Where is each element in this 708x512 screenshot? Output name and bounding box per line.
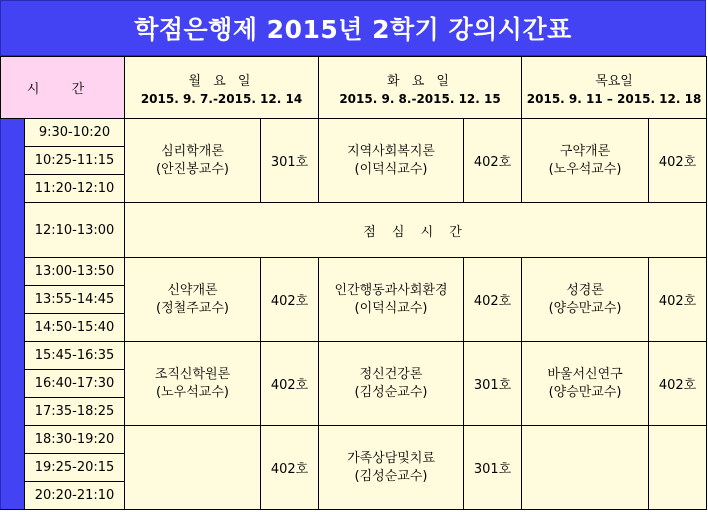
professor-name: (이덕식교수) (354, 161, 428, 177)
room-cell: 402호 (464, 119, 522, 203)
time-slot: 19:25-20:15 (25, 454, 125, 482)
day-dates: 2015. 9. 11 – 2015. 12. 18 (526, 91, 702, 106)
course-cell (522, 342, 649, 426)
professor-name: (김성순교수) (354, 468, 428, 484)
page-title: 학점은행제 2015년 2학기 강의시간표 (0, 0, 706, 56)
lunch-break: 점 심 시 간 (125, 203, 707, 258)
course-cell (522, 426, 649, 510)
day-dates: 2015. 9. 7.-2015. 12. 14 (140, 91, 303, 106)
course-name: 정신건강론 (359, 366, 423, 382)
room-cell: 402호 (464, 258, 522, 342)
professor-name: (김성순교수) (354, 384, 428, 400)
time-slot: 16:40-17:30 (25, 370, 125, 398)
course-name: 심리학개론 (161, 143, 224, 159)
time-slot: 11:20-12:10 (25, 175, 125, 203)
time-slot: 18:30-19:20 (25, 426, 125, 454)
day-name: 화 요 일 (387, 73, 453, 89)
professor-name: (양승만교수) (548, 300, 622, 316)
room-cell: 402호 (261, 258, 319, 342)
room-cell: 402호 (649, 258, 707, 342)
professor-name: (안진봉교수) (156, 161, 229, 177)
time-slot: 20:20-21:10 (25, 482, 125, 510)
course-name: 인간행동과사회환경 (334, 282, 448, 298)
room-cell: 402호 (261, 426, 319, 510)
course-cell (319, 119, 464, 203)
course-cell (319, 342, 464, 426)
room-cell: 402호 (649, 342, 707, 426)
room-cell: 301호 (464, 426, 522, 510)
day-name: 목요일 (595, 73, 633, 89)
professor-name: (노우석교수) (548, 161, 622, 177)
day-header-thu (522, 57, 707, 119)
left-margin-strip (1, 119, 25, 510)
time-slot: 14:50-15:40 (25, 314, 125, 342)
room-cell: 402호 (649, 119, 707, 203)
day-name: 월 요 일 (188, 73, 255, 89)
course-cell (125, 258, 261, 342)
course-cell (522, 258, 649, 342)
room-cell: 301호 (261, 119, 319, 203)
course-cell (522, 119, 649, 203)
professor-name: (이덕식교수) (354, 300, 428, 316)
course-name: 바울서신연구 (547, 366, 623, 382)
course-cell (125, 119, 261, 203)
header-row (1, 57, 707, 119)
time-slot: 13:55-14:45 (25, 286, 125, 314)
professor-name: (노우석교수) (156, 384, 229, 400)
time-slot: 13:00-13:50 (25, 258, 125, 286)
course-name: 지역사회복지론 (347, 143, 435, 159)
time-slot: 17:35-18:25 (25, 398, 125, 426)
time-column-header: 시 간 (1, 57, 125, 119)
time-slot: 10:25-11:15 (25, 147, 125, 175)
course-cell (319, 258, 464, 342)
professor-name: (정철주교수) (156, 300, 229, 316)
day-header-tue (319, 57, 522, 119)
time-slot: 12:10-13:00 (25, 203, 125, 258)
course-cell (125, 342, 261, 426)
course-name: 신약개론 (167, 282, 218, 298)
course-name: 구약개론 (559, 143, 611, 159)
time-slot: 15:45-16:35 (25, 342, 125, 370)
room-cell (649, 426, 707, 510)
course-cell (125, 426, 261, 510)
day-dates: 2015. 9. 8.-2015. 12. 15 (339, 91, 501, 106)
timetable (0, 56, 707, 510)
course-cell (319, 426, 464, 510)
course-name: 성경론 (566, 282, 604, 298)
course-name: 조직신학원론 (154, 366, 231, 382)
day-header-mon (125, 57, 319, 119)
time-slot: 9:30-10:20 (25, 119, 125, 147)
room-cell: 402호 (261, 342, 319, 426)
room-cell: 301호 (464, 342, 522, 426)
professor-name: (양승만교수) (548, 384, 622, 400)
course-name: 가족상담및치료 (347, 450, 435, 466)
